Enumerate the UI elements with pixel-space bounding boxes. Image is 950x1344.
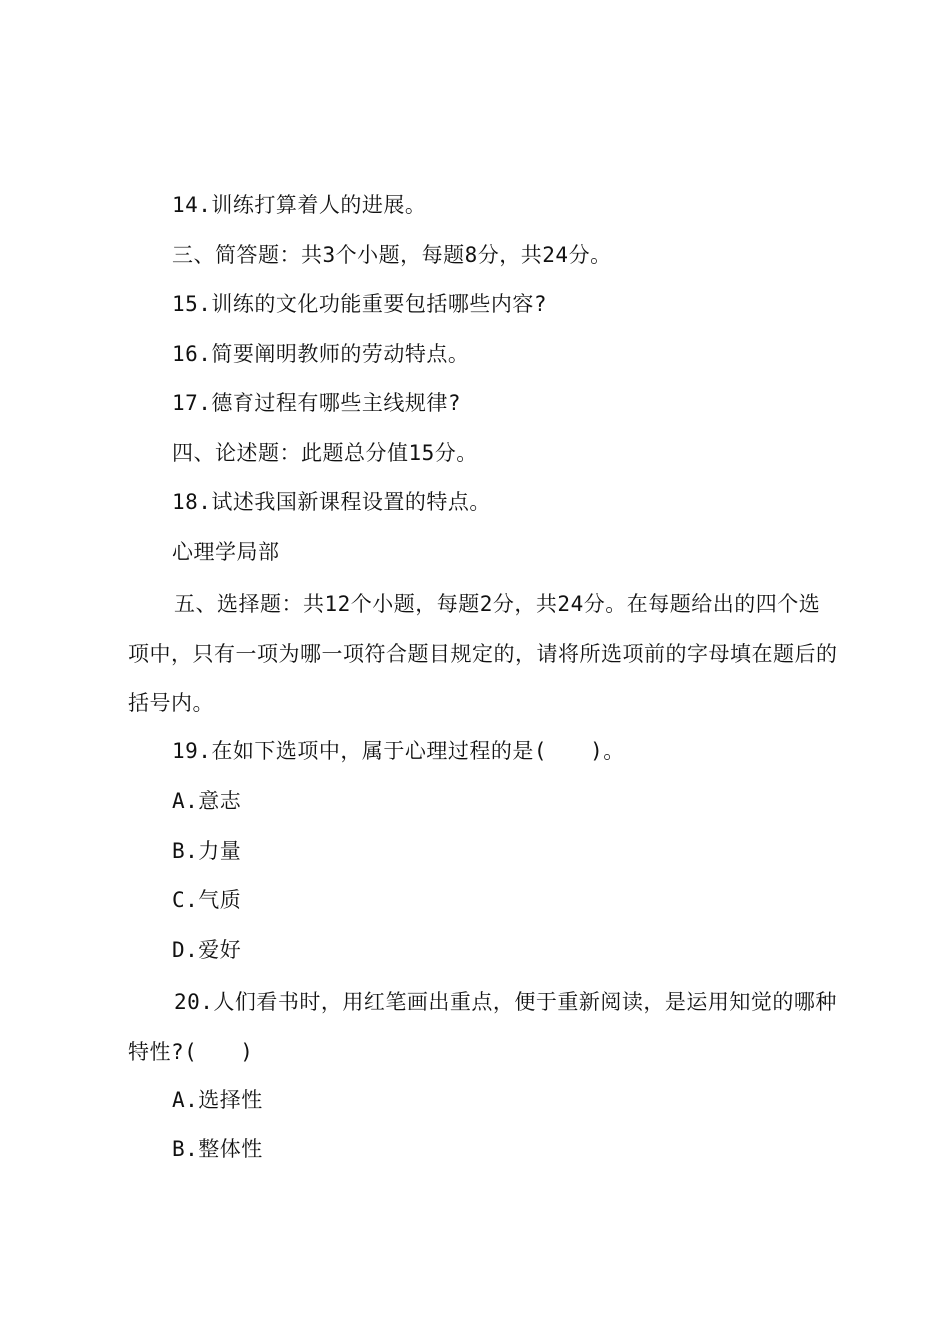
question-20: 20.人们看书时，用红笔画出重点，便于重新阅读，是运用知觉的哪种特性?( ) <box>128 990 837 1064</box>
question-19: 19.在如下选项中，属于心理过程的是( )。 <box>172 739 625 763</box>
question-15: 15.训练的文化功能重要包括哪些内容? <box>172 292 548 316</box>
question-19-option-a: A.意志 <box>172 789 242 813</box>
section-3-heading: 三、简答题：共3个小题，每题8分，共24分。 <box>172 243 612 267</box>
question-19-option-d: D.爱好 <box>172 938 242 962</box>
section-4-heading: 四、论述题：此题总分值15分。 <box>172 441 478 465</box>
question-14: 14.训练打算着人的进展。 <box>172 193 427 217</box>
question-20-option-b: B.整体性 <box>172 1137 263 1161</box>
question-19-option-c: C.气质 <box>172 888 242 912</box>
question-17: 17.德育过程有哪些主线规律? <box>172 391 462 415</box>
psychology-part-heading: 心理学局部 <box>172 540 280 564</box>
question-20-option-a: A.选择性 <box>172 1088 263 1112</box>
section-5-instructions: 五、选择题：共12个小题，每题2分，共24分。在每题给出的四个选项中，只有一项为哪一项符合题目规定的，请将所选项前的字母填在题后的括号内。 <box>128 592 838 715</box>
question-19-option-b: B.力量 <box>172 839 242 863</box>
question-18: 18.试述我国新课程设置的特点。 <box>172 490 491 514</box>
question-16: 16.简要阐明教师的劳动特点。 <box>172 342 470 366</box>
